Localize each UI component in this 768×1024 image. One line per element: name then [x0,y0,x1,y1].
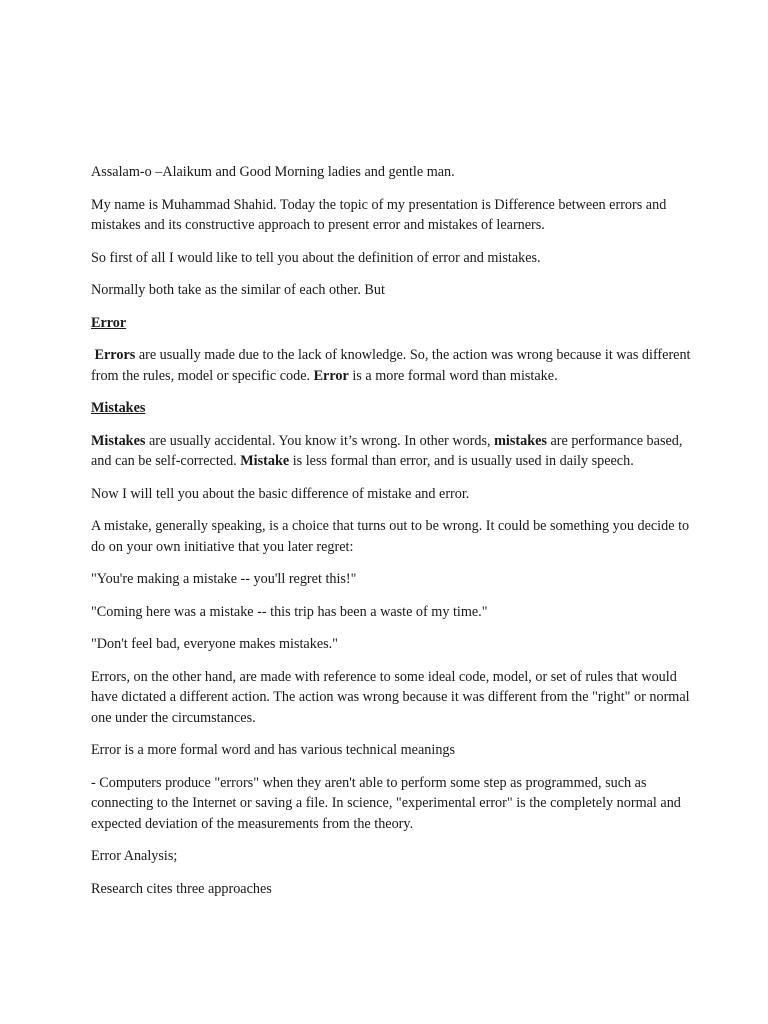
error-analysis-paragraph: Error Analysis; [91,848,178,864]
similarity-paragraph: Normally both take as the similar of each other. But [91,282,385,298]
mistakes-bold-term-2: mistakes [494,432,547,449]
quote-1: "You're making a mistake -- you'll regret this!" [91,571,357,587]
error-formal-paragraph: Error is a more formal word and has various technical meanings [91,742,456,758]
error-def-text-1: are usually made due to the lack of knowledge. So, the action was wrong because it was different from the rules, model or specific code. [91,347,691,384]
mistake-def-text-3: is less formal than error, and is usually used in daily speech. [289,453,634,469]
mistake-def-text-2: are performance based, and can be self-corrected. [91,432,683,469]
mistake-general-paragraph: A mistake, generally speaking, is a choice that turns out to be wrong. It could be something you decide to do on your own initiative that you later regret: [91,518,690,555]
error-heading: Error [91,314,127,331]
errors-other-hand-paragraph: Errors, on the other hand, are made with reference to some ideal code, model, or set of rules that would have dictated a different action. The action was wrong because it was different from the "right" or normal one under the circumstances. [91,668,690,726]
quote-2: "Coming here was a mistake -- this trip has been a waste of my time." [91,603,488,620]
mistakes-heading: Mistakes [91,400,146,416]
mistake-def-text-1: are usually accidental. You know it’s wrong. In other words, [145,432,495,449]
intro-paragraph: My name is Muhammad Shahid. Today the topic of my presentation is Difference between errors and mistakes and its constructive approach to present error and mistakes of learners. [91,196,667,233]
error-bold-term-2: Error [313,367,349,384]
mistakes-bold-term: Mistakes [91,432,146,449]
computers-paragraph: - Computers produce "errors" when they aren't able to perform some step as programmed, such as connecting to the Internet or saving a file. In science, "experimental error" is the completely normal and expected deviation of the measurements from the theory. [91,774,681,832]
greeting-paragraph: Assalam-o –Alaikum and Good Morning ladies and gentle man. [91,164,455,180]
mistake-bold-term-3: Mistake [240,453,290,469]
error-definition-paragraph [91,345,691,386]
research-paragraph: Research cites three approaches [91,880,272,897]
definition-intro-paragraph: So first of all I would like to tell you about the definition of error and mistakes. [91,249,541,266]
error-def-text-2: is a more formal word than mistake. [348,367,558,384]
quote-3: "Don't feel bad, everyone makes mistakes." [91,636,338,652]
mistake-definition-paragraph [91,431,691,472]
document-page [91,162,691,911]
difference-intro-paragraph: Now I will tell you about the basic difference of mistake and error. [91,485,470,502]
error-bold-term: Errors [94,347,136,363]
